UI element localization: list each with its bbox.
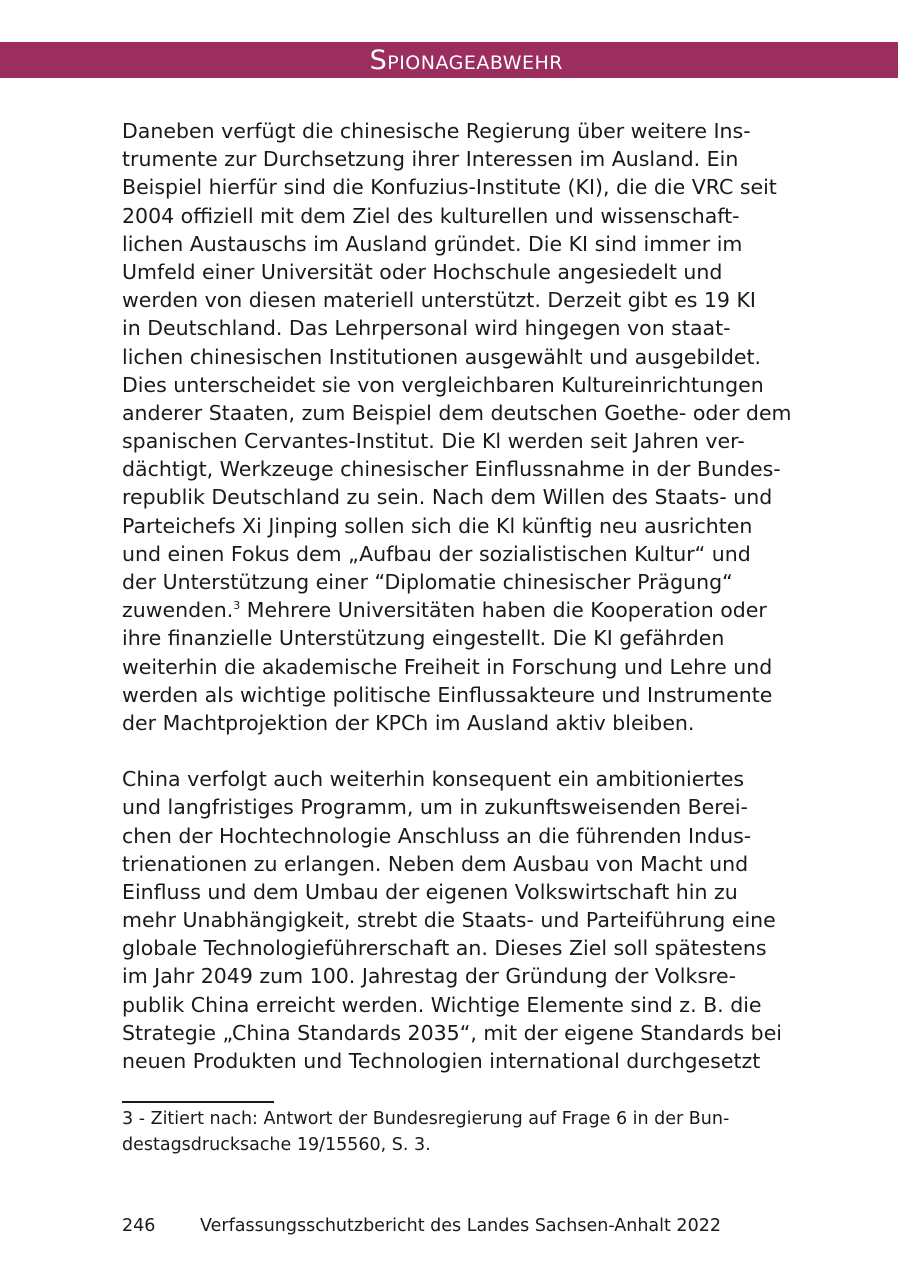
text-line: der Unterstützung einer “Diplomatie chinesischer Prägung“: [122, 570, 733, 594]
text-line: und einen Fokus dem „Aufbau der sozialistischen Kultur“ und: [122, 541, 751, 566]
text-line: Einfluss und dem Umbau der eigenen Volkswirtschaft hin zu: [122, 879, 738, 904]
text-segment: Mehrere Universitäten haben die Kooperation oder: [240, 598, 767, 623]
text-line: Beispiel hierfür sind die Konfuzius-Institute (KI), die die VRC seit: [122, 175, 777, 200]
text-line: 2004 offiziell mit dem Ziel des kulturellen und wissenschaft-: [122, 203, 740, 228]
paragraph-konfuzius-institute: [122, 117, 792, 737]
text-line: chen der Hochtechnologie Anschluss an die führenden Indus-: [122, 823, 752, 848]
footnote: [122, 1106, 782, 1158]
text-line: anderer Staaten, zum Beispiel dem deutschen Goethe- oder dem: [122, 400, 792, 425]
text-line: im Jahr 2049 zum 100. Jahrestag der Gründung der Volksre-: [122, 964, 736, 989]
text-line: trumente zur Durchsetzung ihrer Interessen im Ausland. Ein: [122, 147, 739, 172]
footnote-line: 3 - Zitiert nach: Antwort der Bundesregierung auf Frage 6 in der Bun-: [122, 1109, 730, 1129]
section-header-band: [0, 42, 898, 78]
paragraph-spacer: [122, 737, 782, 765]
text-line: spanischen Cervantes-Institut. Die Kl werden seit Jahren ver-: [122, 429, 745, 454]
paragraph-technologie-programm: [122, 765, 782, 1075]
footnote-reference[interactable]: 3: [233, 599, 241, 613]
text-line: globale Technologieführerschaft an. Dieses Ziel soll spätestens: [122, 936, 767, 961]
text-line: dächtigt, Werkzeuge chinesischer Einflussnahme in der Bundes-: [122, 457, 781, 482]
text-line: in Deutschland. Das Lehrpersonal wird hingegen von staat-: [122, 316, 731, 341]
publication-title: Verfassungsschutzbericht des Landes Sachsen-Anhalt 2022: [200, 1216, 721, 1236]
text-line: publik China erreicht werden. Wichtige Elemente sind z. B. die: [122, 992, 762, 1017]
text-line: werden als wichtige politische Einflussakteure und Instrumente: [122, 682, 773, 707]
page-footer: [122, 1214, 721, 1238]
text-line: werden von diesen materiell unterstützt. Derzeit gibt es 19 KI: [122, 288, 756, 313]
text-line: Umfeld einer Universität oder Hochschule angesiedelt und: [122, 259, 723, 284]
text-line: weiterhin die akademische Freiheit in Forschung und Lehre und: [122, 654, 773, 679]
text-line: Strategie „China Standards 2035“, mit der eigene Standards bei: [122, 1020, 783, 1045]
page-number: 246: [122, 1216, 156, 1236]
text-segment: zuwenden.: [122, 598, 234, 623]
text-line: mehr Unabhängigkeit, strebt die Staats- und Parteiführung eine: [122, 908, 776, 933]
text-line-with-footnote-ref: [122, 596, 782, 624]
text-line: lichen chinesischen Institutionen ausgewählt und ausgebildet.: [122, 344, 762, 369]
text-line: ihre finanzielle Unterstützung eingestellt. Die KI gefährden: [122, 626, 725, 651]
text-line: republik Deutschland zu sein. Nach dem Willen des Staats- und: [122, 485, 773, 510]
text-line: und langfristiges Programm, um in zukunftsweisenden Berei-: [122, 795, 748, 820]
text-line: Daneben verfügt die chinesische Regierung über weitere Ins-: [122, 119, 751, 143]
text-line: Dies unterscheidet sie von vergleichbaren Kultureinrichtungen: [122, 372, 764, 397]
text-line: neuen Produkten und Technologien international durchgesetzt: [122, 1049, 761, 1073]
text-line: der Machtprojektion der KPCh im Ausland aktiv bleiben.: [122, 710, 695, 735]
text-line: China verfolgt auch weiterhin konsequent ein ambitioniertes: [122, 767, 745, 792]
text-line: trienationen zu erlangen. Neben dem Ausbau von Macht und: [122, 851, 749, 876]
footnote-divider: [122, 1101, 274, 1103]
text-line: Parteichefs Xi Jinping sollen sich die Kl künftig neu ausrichten: [122, 513, 753, 538]
main-text: [122, 117, 792, 1075]
text-line: lichen Austauschs im Ausland gründet. Die KI sind immer im: [122, 231, 743, 256]
section-title: Spionageabwehr: [369, 45, 563, 76]
footnote-line: destagsdrucksache 19/15560, S. 3.: [122, 1135, 431, 1155]
